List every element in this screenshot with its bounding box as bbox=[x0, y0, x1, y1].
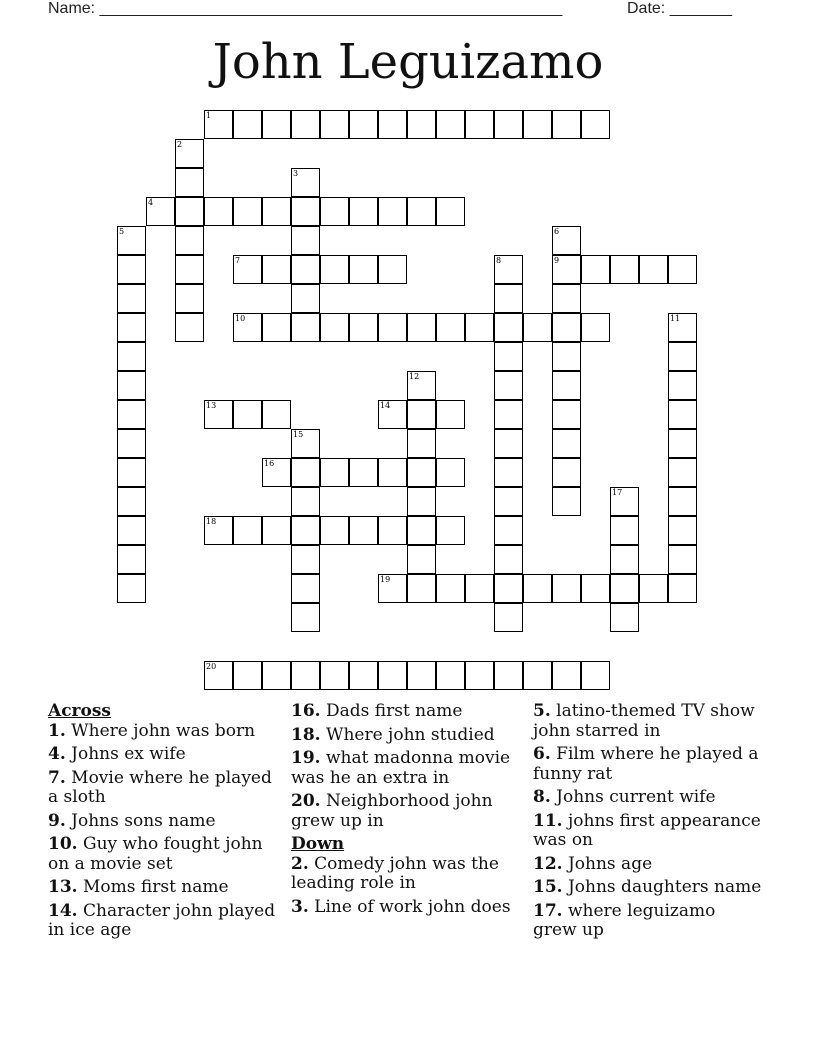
crossword-cell[interactable] bbox=[117, 458, 146, 487]
crossword-cell[interactable] bbox=[494, 313, 523, 342]
crossword-cell[interactable] bbox=[552, 371, 581, 400]
crossword-cell[interactable] bbox=[233, 400, 262, 429]
crossword-cell[interactable] bbox=[117, 371, 146, 400]
crossword-cell[interactable] bbox=[552, 574, 581, 603]
clue-number-label: 14 bbox=[380, 401, 391, 410]
clue-number: 11. bbox=[533, 810, 563, 831]
crossword-cell[interactable] bbox=[639, 574, 668, 603]
crossword-cell[interactable] bbox=[291, 574, 320, 603]
crossword-cell[interactable] bbox=[117, 400, 146, 429]
page-title: John Leguizamo bbox=[212, 34, 604, 90]
clue-number-label: 13 bbox=[206, 401, 217, 410]
crossword-cell[interactable] bbox=[175, 255, 204, 284]
crossword-cell[interactable] bbox=[407, 458, 436, 487]
clue-across-20 bbox=[291, 792, 519, 831]
crossword-cell[interactable] bbox=[320, 516, 349, 545]
crossword-cell[interactable] bbox=[291, 110, 320, 139]
crossword-cell[interactable] bbox=[291, 313, 320, 342]
crossword-cell[interactable] bbox=[668, 429, 697, 458]
date-field-label: Date: _______ bbox=[627, 0, 732, 17]
crossword-cell[interactable] bbox=[465, 661, 494, 690]
crossword-cell[interactable] bbox=[320, 197, 349, 226]
clue-number: 12. bbox=[533, 853, 563, 874]
crossword-cell[interactable] bbox=[523, 313, 552, 342]
clue-number: 8. bbox=[533, 787, 551, 807]
clue-number-label: 4 bbox=[148, 198, 154, 207]
crossword-cell[interactable] bbox=[436, 313, 465, 342]
crossword-cell[interactable] bbox=[668, 371, 697, 400]
clue-number: 16. bbox=[291, 701, 321, 721]
clue-number-label: 18 bbox=[206, 517, 217, 526]
crossword-cell[interactable] bbox=[349, 661, 378, 690]
clue-number-label: 2 bbox=[177, 140, 183, 149]
crossword-cell[interactable] bbox=[639, 255, 668, 284]
crossword-cell[interactable] bbox=[349, 197, 378, 226]
crossword-cell[interactable] bbox=[523, 110, 552, 139]
crossword-cell[interactable] bbox=[117, 313, 146, 342]
clue-number-label: 19 bbox=[380, 575, 391, 584]
crossword-cell[interactable] bbox=[581, 574, 610, 603]
crossword-cell[interactable] bbox=[668, 255, 697, 284]
crossword-cell[interactable] bbox=[581, 313, 610, 342]
crossword-cell[interactable] bbox=[668, 574, 697, 603]
crossword-cell[interactable] bbox=[291, 197, 320, 226]
crossword-cell[interactable] bbox=[320, 458, 349, 487]
crossword-cell[interactable] bbox=[610, 255, 639, 284]
clue-number-label: 5 bbox=[119, 227, 125, 236]
crossword-cell[interactable] bbox=[233, 110, 262, 139]
clue-number-label: 11 bbox=[670, 314, 681, 323]
clue-text: where leguizamo grew up bbox=[533, 900, 716, 940]
crossword-cell[interactable] bbox=[378, 458, 407, 487]
name-field-label: Name: ____________________________________________________ bbox=[48, 0, 563, 17]
clue-across-7 bbox=[48, 769, 276, 808]
clue-number-label: 3 bbox=[293, 169, 299, 178]
clue-down-15 bbox=[533, 878, 763, 898]
crossword-cell[interactable] bbox=[436, 516, 465, 545]
crossword-cell[interactable] bbox=[552, 313, 581, 342]
clue-text: Line of work john does bbox=[314, 896, 511, 917]
crossword-cell[interactable] bbox=[610, 516, 639, 545]
clue-number: 14. bbox=[48, 900, 78, 921]
crossword-cell[interactable] bbox=[378, 661, 407, 690]
crossword-cell[interactable] bbox=[349, 458, 378, 487]
crossword-cell[interactable] bbox=[117, 255, 146, 284]
crossword-cell[interactable] bbox=[378, 313, 407, 342]
clue-text: Where john was born bbox=[71, 720, 256, 741]
crossword-cell[interactable] bbox=[320, 110, 349, 139]
crossword-cell[interactable] bbox=[262, 255, 291, 284]
crossword-cell[interactable] bbox=[378, 255, 407, 284]
crossword-cell[interactable] bbox=[610, 574, 639, 603]
crossword-cell[interactable] bbox=[175, 197, 204, 226]
crossword-cell[interactable] bbox=[407, 429, 436, 458]
crossword-cell[interactable] bbox=[552, 110, 581, 139]
across-heading: Across bbox=[48, 701, 111, 721]
crossword-cell[interactable] bbox=[407, 545, 436, 574]
clue-number: 5. bbox=[533, 701, 551, 721]
clue-text: Johns age bbox=[567, 853, 653, 874]
clue-down-6 bbox=[533, 745, 763, 784]
clue-across-13 bbox=[48, 878, 276, 898]
clue-number: 20. bbox=[291, 791, 321, 811]
crossword-cell[interactable] bbox=[407, 197, 436, 226]
clue-number-label: 6 bbox=[554, 227, 560, 236]
crossword-cell[interactable] bbox=[262, 313, 291, 342]
crossword-cell[interactable] bbox=[204, 197, 233, 226]
crossword-cell[interactable] bbox=[117, 429, 146, 458]
clue-down-2 bbox=[291, 855, 519, 894]
crossword-cell[interactable] bbox=[175, 226, 204, 255]
crossword-cell[interactable] bbox=[291, 661, 320, 690]
clue-number-label: 16 bbox=[264, 459, 275, 468]
clue-number-label: 9 bbox=[554, 256, 560, 265]
crossword-cell[interactable] bbox=[552, 487, 581, 516]
crossword-cell[interactable] bbox=[494, 400, 523, 429]
crossword-cell[interactable] bbox=[465, 313, 494, 342]
clue-number-label: 8 bbox=[496, 256, 502, 265]
clues-column-1 bbox=[48, 702, 276, 945]
crossword-cell[interactable] bbox=[436, 574, 465, 603]
crossword-cell[interactable] bbox=[494, 487, 523, 516]
crossword-cell[interactable] bbox=[378, 110, 407, 139]
crossword-cell[interactable] bbox=[320, 313, 349, 342]
crossword-cell[interactable] bbox=[233, 516, 262, 545]
crossword-cell[interactable] bbox=[175, 168, 204, 197]
crossword-cell[interactable] bbox=[494, 371, 523, 400]
crossword-cell[interactable] bbox=[552, 661, 581, 690]
clue-number: 15. bbox=[533, 877, 563, 897]
clue-number: 2. bbox=[291, 853, 309, 874]
crossword-cell[interactable] bbox=[117, 284, 146, 313]
clue-across-14 bbox=[48, 902, 276, 941]
clue-number: 7. bbox=[48, 767, 66, 788]
crossword-cell[interactable] bbox=[407, 516, 436, 545]
clue-across-9 bbox=[48, 812, 276, 832]
crossword-cell[interactable] bbox=[581, 110, 610, 139]
clue-text: Comedy john was the leading role in bbox=[291, 853, 499, 893]
crossword-cell[interactable] bbox=[494, 545, 523, 574]
crossword-cell[interactable] bbox=[262, 110, 291, 139]
clue-number: 6. bbox=[533, 744, 551, 764]
clue-down-12 bbox=[533, 855, 763, 875]
clue-down-8 bbox=[533, 788, 763, 808]
crossword-cell[interactable] bbox=[378, 197, 407, 226]
clue-down-3 bbox=[291, 898, 519, 918]
crossword-cell[interactable] bbox=[117, 574, 146, 603]
clue-text: Johns current wife bbox=[556, 787, 716, 807]
clue-number: 17. bbox=[533, 900, 563, 921]
crossword-cell[interactable] bbox=[291, 458, 320, 487]
clue-text: Moms first name bbox=[82, 877, 229, 897]
clue-across-18 bbox=[291, 726, 519, 746]
crossword-cell[interactable] bbox=[291, 545, 320, 574]
clue-number-label: 12 bbox=[409, 372, 420, 381]
clue-number-label: 1 bbox=[206, 111, 212, 120]
crossword-cell[interactable] bbox=[117, 342, 146, 371]
crossword-cell[interactable] bbox=[465, 110, 494, 139]
crossword-cell[interactable] bbox=[436, 197, 465, 226]
crossword-cell[interactable] bbox=[320, 661, 349, 690]
crossword-cell[interactable] bbox=[668, 342, 697, 371]
clue-number: 19. bbox=[291, 748, 321, 768]
clue-number: 9. bbox=[48, 810, 66, 831]
clue-number: 13. bbox=[48, 877, 78, 897]
clue-text: Character john played in ice age bbox=[48, 900, 276, 940]
clue-number: 3. bbox=[291, 896, 309, 917]
crossword-cell[interactable] bbox=[581, 255, 610, 284]
clue-number: 4. bbox=[48, 744, 66, 764]
crossword-cell[interactable] bbox=[494, 284, 523, 313]
down-heading: Down bbox=[291, 834, 345, 854]
crossword-cell[interactable] bbox=[349, 110, 378, 139]
crossword-cell[interactable] bbox=[552, 429, 581, 458]
crossword-cell[interactable] bbox=[552, 342, 581, 371]
clue-text: Johns daughters name bbox=[567, 877, 762, 897]
crossword-cell[interactable] bbox=[262, 400, 291, 429]
crossword-cell[interactable] bbox=[407, 574, 436, 603]
crossword-cell[interactable] bbox=[175, 284, 204, 313]
crossword-cell[interactable] bbox=[494, 603, 523, 632]
crossword-cell[interactable] bbox=[523, 574, 552, 603]
crossword-cell[interactable] bbox=[407, 110, 436, 139]
crossword-cell[interactable] bbox=[378, 516, 407, 545]
crossword-cell[interactable] bbox=[349, 255, 378, 284]
crossword-cell[interactable] bbox=[262, 516, 291, 545]
crossword-cell[interactable] bbox=[291, 603, 320, 632]
clues-column-3 bbox=[533, 702, 763, 945]
clue-across-16 bbox=[291, 702, 519, 722]
crossword-cell[interactable] bbox=[610, 545, 639, 574]
crossword-cell[interactable] bbox=[581, 661, 610, 690]
clue-text: johns first appearance was on bbox=[533, 810, 761, 850]
crossword-cell[interactable] bbox=[117, 516, 146, 545]
clue-number-label: 17 bbox=[612, 488, 623, 497]
crossword-cell[interactable] bbox=[320, 255, 349, 284]
crossword-cell[interactable] bbox=[436, 400, 465, 429]
crossword-cell[interactable] bbox=[349, 516, 378, 545]
crossword-cell[interactable] bbox=[117, 487, 146, 516]
clue-text: Where john studied bbox=[325, 724, 495, 745]
clue-text: what madonna movie was he an extra in bbox=[291, 748, 511, 788]
crossword-cell[interactable] bbox=[668, 516, 697, 545]
crossword-cell[interactable] bbox=[552, 458, 581, 487]
crossword-cell[interactable] bbox=[407, 661, 436, 690]
crossword-cell[interactable] bbox=[262, 197, 291, 226]
clue-number: 18. bbox=[291, 724, 321, 745]
crossword-cell[interactable] bbox=[291, 255, 320, 284]
crossword-cell[interactable] bbox=[436, 661, 465, 690]
clues-column-2 bbox=[291, 702, 519, 921]
crossword-cell[interactable] bbox=[291, 516, 320, 545]
crossword-cell[interactable] bbox=[494, 516, 523, 545]
clue-across-1 bbox=[48, 722, 276, 742]
crossword-cell[interactable] bbox=[407, 313, 436, 342]
clue-text: Neighborhood john grew up in bbox=[291, 791, 493, 831]
clue-across-4 bbox=[48, 745, 276, 765]
clue-down-17 bbox=[533, 902, 763, 941]
clue-across-19 bbox=[291, 749, 519, 788]
clue-number-label: 10 bbox=[235, 314, 246, 323]
crossword-cell[interactable] bbox=[291, 226, 320, 255]
crossword-cell[interactable] bbox=[349, 313, 378, 342]
crossword-cell[interactable] bbox=[552, 400, 581, 429]
crossword-cell[interactable] bbox=[494, 574, 523, 603]
crossword-cell[interactable] bbox=[494, 458, 523, 487]
crossword-cell[interactable] bbox=[552, 284, 581, 313]
crossword-cell[interactable] bbox=[494, 429, 523, 458]
clue-number-label: 7 bbox=[235, 256, 241, 265]
crossword-cell[interactable] bbox=[407, 487, 436, 516]
crossword-cell[interactable] bbox=[117, 545, 146, 574]
clue-text: Film where he played a funny rat bbox=[533, 744, 759, 784]
crossword-cell[interactable] bbox=[668, 458, 697, 487]
crossword-cell[interactable] bbox=[668, 545, 697, 574]
crossword-cell[interactable] bbox=[233, 661, 262, 690]
clue-number: 1. bbox=[48, 720, 66, 741]
crossword-cell[interactable] bbox=[436, 458, 465, 487]
crossword-cell[interactable] bbox=[291, 487, 320, 516]
crossword-cell[interactable] bbox=[610, 603, 639, 632]
crossword-cell[interactable] bbox=[668, 400, 697, 429]
clue-text: Guy who fought john on a movie set bbox=[48, 834, 263, 874]
clue-text: latino-themed TV show john starred in bbox=[533, 701, 755, 741]
clue-text: Movie where he played a sloth bbox=[48, 767, 272, 807]
clue-number: 10. bbox=[48, 834, 78, 854]
clue-down-11 bbox=[533, 812, 763, 851]
clue-down-5 bbox=[533, 702, 763, 741]
crossword-cell[interactable] bbox=[494, 342, 523, 371]
clue-text: Johns sons name bbox=[71, 810, 216, 831]
clue-text: Dads first name bbox=[325, 701, 463, 721]
crossword-cell[interactable] bbox=[494, 661, 523, 690]
crossword-cell[interactable] bbox=[175, 313, 204, 342]
clue-number-label: 15 bbox=[293, 430, 304, 439]
crossword-cell[interactable] bbox=[523, 661, 552, 690]
crossword-cell[interactable] bbox=[494, 110, 523, 139]
clue-across-10 bbox=[48, 835, 276, 874]
crossword-cell[interactable] bbox=[407, 400, 436, 429]
crossword-cell[interactable] bbox=[233, 197, 262, 226]
crossword-cell[interactable] bbox=[668, 487, 697, 516]
crossword-cell[interactable] bbox=[291, 284, 320, 313]
crossword-cell[interactable] bbox=[465, 574, 494, 603]
clue-text: Johns ex wife bbox=[71, 744, 186, 764]
crossword-cell[interactable] bbox=[436, 110, 465, 139]
crossword-cell[interactable] bbox=[262, 661, 291, 690]
clue-number-label: 20 bbox=[206, 662, 217, 671]
